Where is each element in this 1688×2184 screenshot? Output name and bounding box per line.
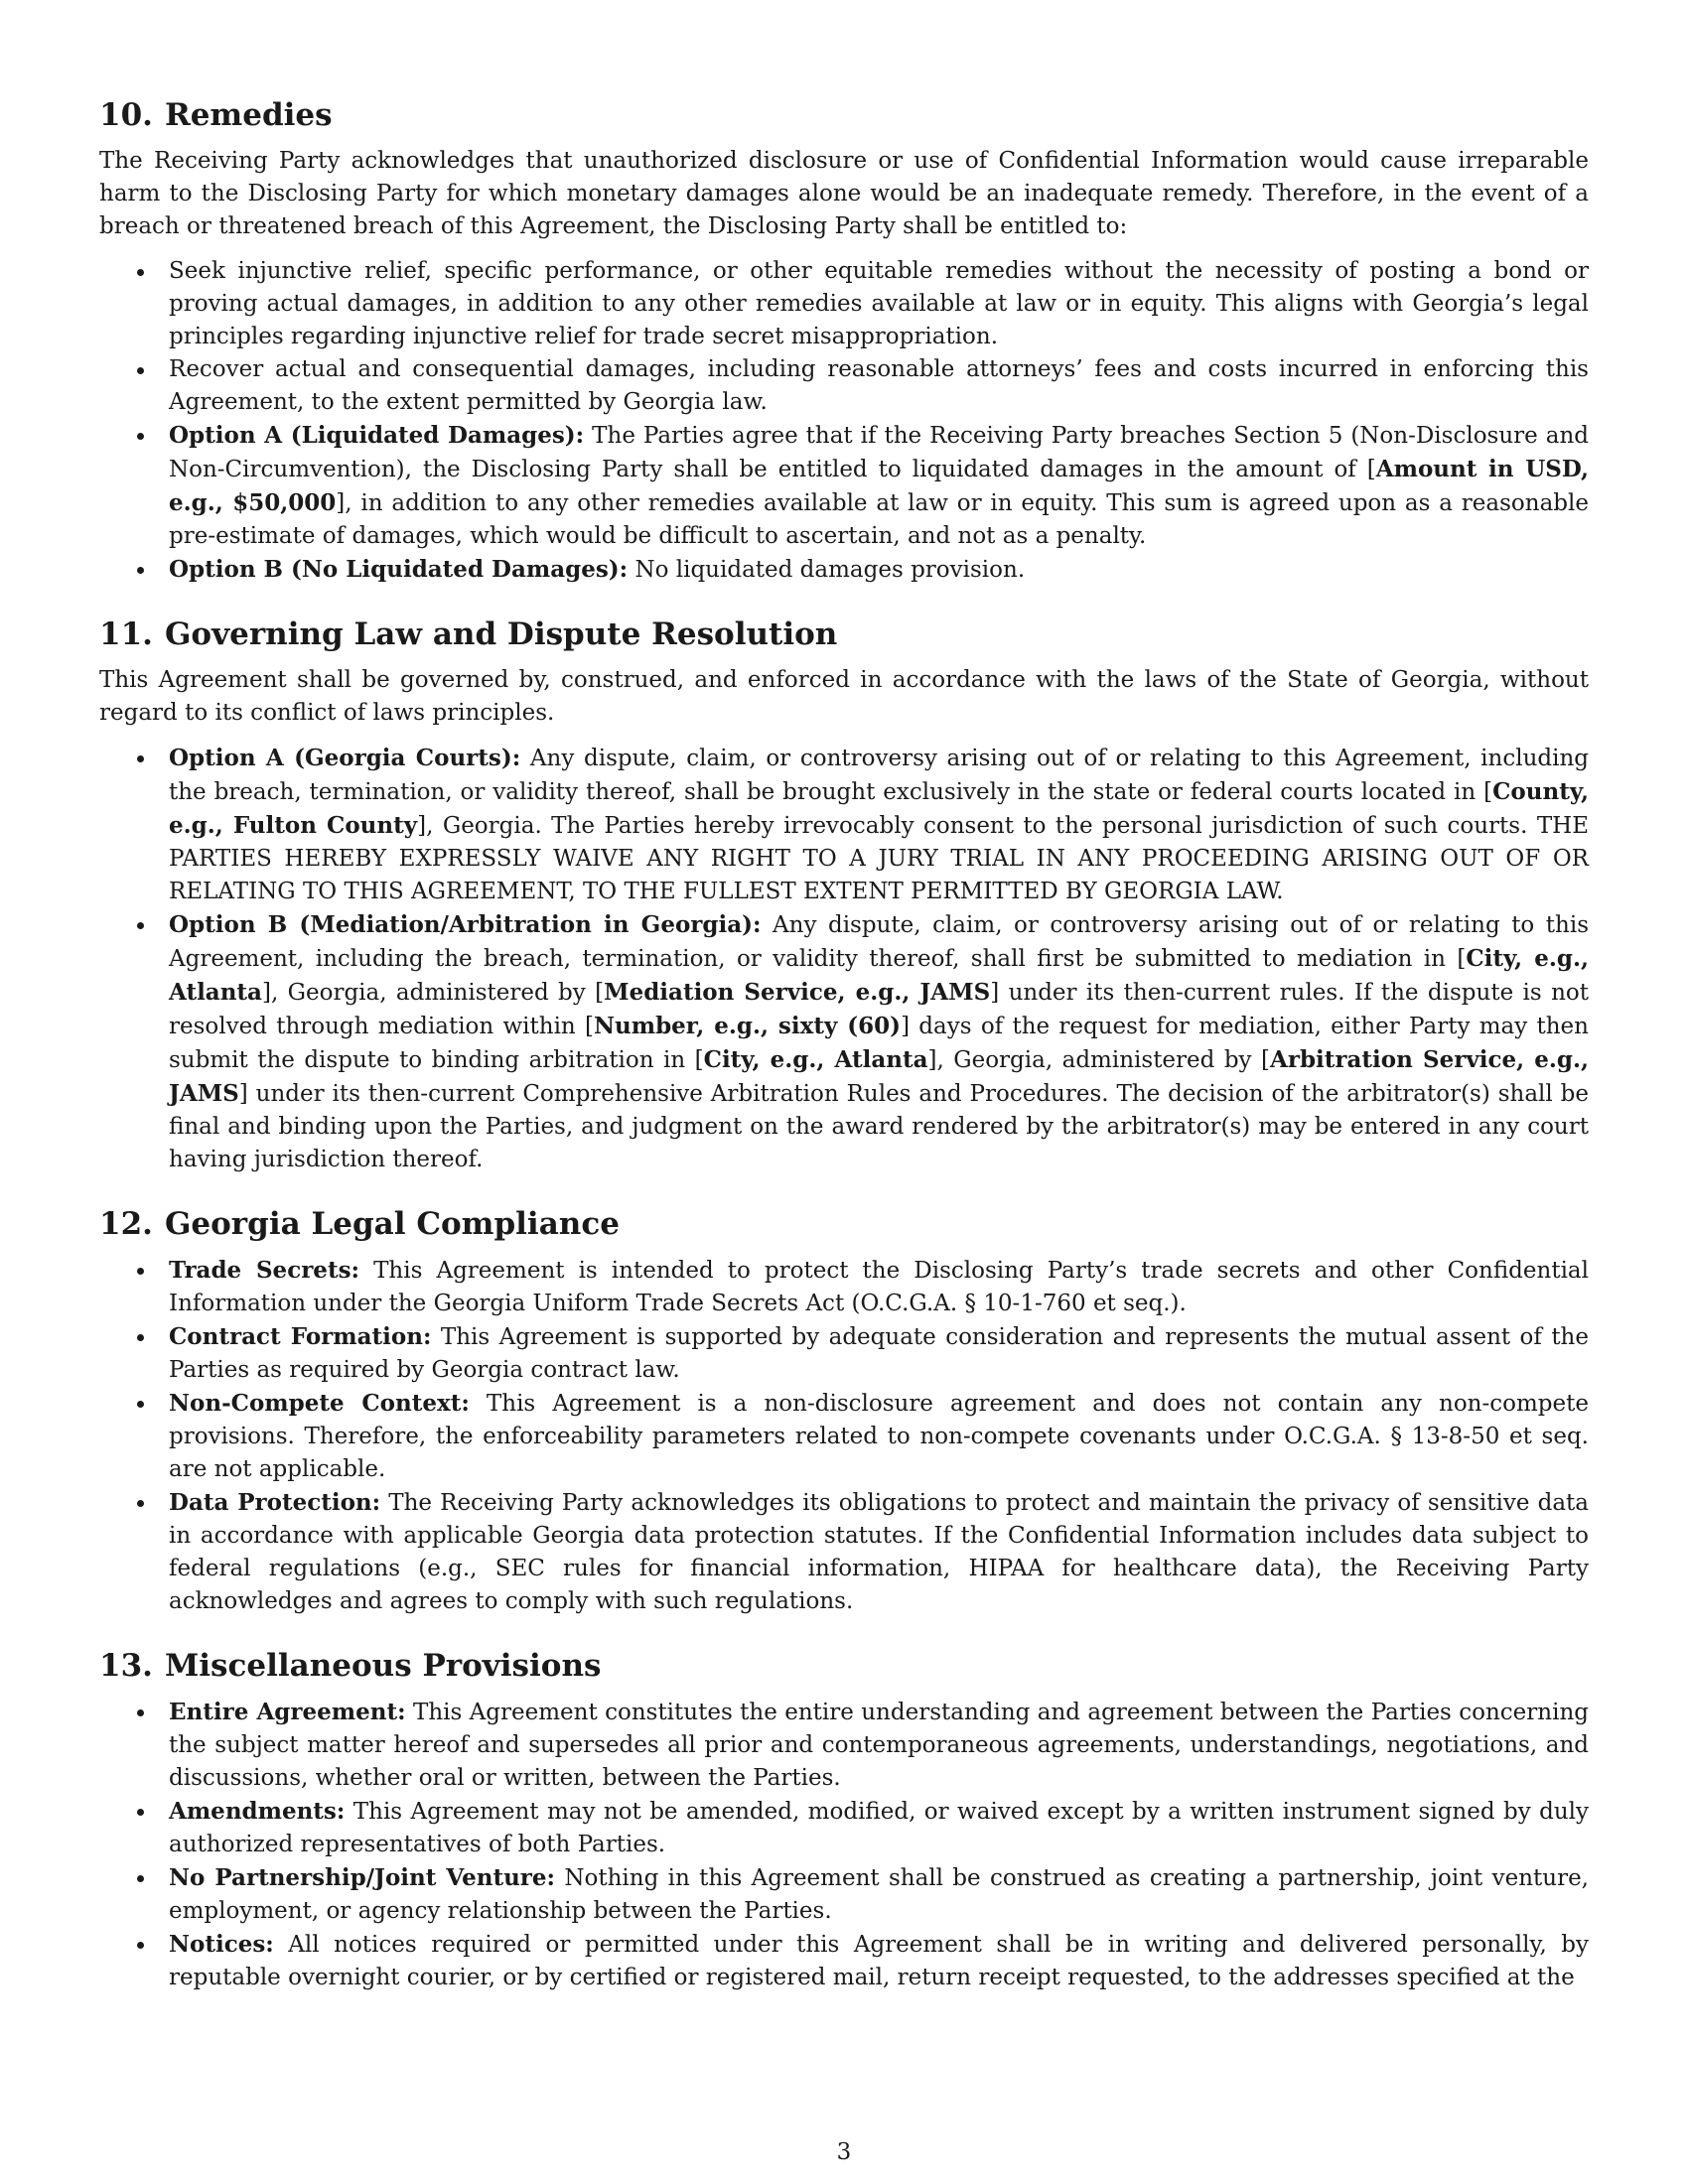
item-lead: Entire Agreement:: [169, 1699, 406, 1725]
item-lead: Trade Secrets:: [169, 1257, 360, 1284]
list-item: [99, 1254, 1589, 1320]
placeholder-city: City, e.g., Atlanta: [169, 945, 1589, 1006]
item-text: Seek injunctive relief, specific performance, or other equitable remedies without the necessity of posting a bond or proving actual damages, in addition to any other remedies available at law or in equity. This aligns with Georgia’s legal principles regarding injunctive relief for trade secret misappropriation.: [169, 258, 1589, 349]
bullet-icon: [137, 1942, 144, 1949]
item-text: All notices required or permitted under this Agreement shall be in writing and delivered personally, by reputable overnight courier, or by certified or registered mail, return receipt requested, to the addresses specified at the: [169, 1932, 1589, 1990]
list-item: [99, 419, 1589, 553]
section-number: 13.: [99, 1648, 153, 1684]
item-text: This Agreement is a non-disclosure agreement and does not contain any non-compete provisions. Therefore, the enforceability parameters related to non-compete covenants under O.C.G.A. § 13-8-50 et seq. are not applicable.: [169, 1391, 1589, 1482]
section-intro: This Agreement shall be governed by, construed, and enforced in accordance with the laws of the State of Georgia, without regard to its conflict of laws principles.: [99, 667, 1589, 726]
item-lead: Data Protection:: [169, 1489, 381, 1516]
list-item: [99, 1696, 1589, 1795]
bullet-icon: [137, 1709, 144, 1716]
item-text: ], in addition to any other remedies available at law or in equity. This sum is agreed upon as a reasonable pre-estimate of damages, which would be difficult to ascertain, and not as a penalty.: [169, 490, 1589, 549]
item-text: The Parties agree that if the Receiving Party breaches Section 5 (Non-Disclosure and Non-Circumvention), the Disclosing Party shall be entitled to liquidated damages in the amount of [: [169, 423, 1589, 482]
item-text: This Agreement constitutes the entire understanding and agreement between the Parties concerning the subject matter hereof and supersedes all prior and contemporaneous agreements, understandings, negotiations, and discussions, whether oral or written, between the Parties.: [169, 1700, 1589, 1791]
list-item: [99, 553, 1589, 587]
list-item: [99, 1387, 1589, 1486]
list-item: [99, 908, 1589, 1176]
bullet-icon: [137, 1875, 144, 1882]
bullet-icon: [137, 567, 144, 574]
item-text: ] under its then-current rules. If the dispute is not resolved through mediation within [: [169, 980, 1589, 1039]
section-heading: [99, 95, 1589, 135]
bullet-list: [99, 255, 1589, 587]
item-text: This Agreement is supported by adequate consideration and represents the mutual assent of the Parties as required by Georgia contract law.: [169, 1324, 1589, 1383]
item-text: Nothing in this Agreement shall be construed as creating a partnership, joint venture, employment, or agency relationship between the Parties.: [169, 1865, 1589, 1924]
list-item: [99, 742, 1589, 908]
item-lead: Notices:: [169, 1931, 274, 1958]
item-lead: No Partnership/Joint Venture:: [169, 1864, 556, 1891]
bullet-icon: [137, 1500, 144, 1507]
document-page: [99, 95, 1589, 2022]
item-lead: Option B (No Liquidated Damages):: [169, 556, 629, 583]
list-item: [99, 1928, 1589, 1994]
section-heading: [99, 614, 1589, 654]
bullet-icon: [137, 269, 144, 276]
item-text: ], Georgia. The Parties hereby irrevocably consent to the personal jurisdiction of such courts. THE PARTIES HEREBY EXPRESSLY WAIVE ANY RIGHT TO A JURY TRIAL IN ANY PROCEEDING ARISING OUT OF OR RELATING TO THIS AGREEMENT, TO THE FULLEST EXTENT PERMITTED BY GEORGIA LAW.: [169, 813, 1590, 904]
placeholder-amount: Amount in USD, e.g., $50,000: [169, 456, 1589, 516]
list-item: [99, 1861, 1589, 1928]
section-intro: The Receiving Party acknowledges that unauthorized disclosure or use of Confidential Information would cause irreparable harm to the Disclosing Party for which monetary damages alone would be an inadequate remedy. Therefore, in the event of a breach or threatened breach of this Agreement, the Disclosing Party shall be entitled to:: [99, 148, 1589, 239]
bullet-icon: [137, 367, 144, 374]
list-item: [99, 255, 1589, 353]
section-remedies: [99, 95, 1589, 587]
section-georgia-compliance: [99, 1204, 1589, 1618]
item-text: ] under its then-current Comprehensive Arbitration Rules and Procedures. The decision of the arbitrator(s) shall be final and binding upon the Parties, and judgment on the award rendered by the arbitrator(s) may be entered in any court having jurisdiction thereof.: [169, 1081, 1589, 1172]
section-number: 12.: [99, 1206, 153, 1242]
item-lead: Non-Compete Context:: [169, 1390, 470, 1417]
bullet-icon: [137, 433, 144, 440]
section-title: Miscellaneous Provisions: [164, 1648, 602, 1684]
item-text: Recover actual and consequential damages, including reasonable attorneys’ fees and costs incurred in enforcing this Agreement, to the extent permitted by Georgia law.: [169, 356, 1589, 415]
item-text: This Agreement may not be amended, modified, or waived except by a written instrument signed by duly authorized representatives of both Parties.: [169, 1799, 1589, 1857]
page-number: 3: [836, 2139, 852, 2165]
list-item: [99, 1320, 1589, 1387]
section-heading: [99, 1204, 1589, 1244]
item-text: ], Georgia, administered by [: [261, 980, 605, 1006]
item-text: ] days of the request for mediation, either Party may then submit the dispute to binding arbitration in [: [169, 1014, 1589, 1073]
placeholder-arbitration-service: Arbitration Service, e.g., JAMS: [169, 1046, 1589, 1107]
bullet-icon: [137, 1809, 144, 1816]
bullet-icon: [137, 922, 144, 929]
item-text: ], Georgia, administered by [: [927, 1047, 1270, 1073]
placeholder-mediation-service: Mediation Service, e.g., JAMS: [604, 979, 991, 1006]
item-text: Any dispute, claim, or controversy arising out of or relating to this Agreement, including the breach, termination, or validity thereof, shall first be submitted to mediation in [: [169, 912, 1590, 972]
placeholder-county: County, e.g., Fulton County: [169, 778, 1589, 839]
section-title: Remedies: [164, 97, 333, 133]
item-text: No liquidated damages provision.: [628, 557, 1026, 583]
item-text: This Agreement is intended to protect the Disclosing Party’s trade secrets and other Confidential Information under the Georgia Uniform Trade Secrets Act (O.C.G.A. § 10-1-760 et seq.).: [169, 1258, 1589, 1316]
section-number: 10.: [99, 97, 153, 133]
section-heading: [99, 1646, 1589, 1686]
item-lead: Option A (Georgia Courts):: [169, 745, 521, 771]
item-text: Any dispute, claim, or controversy arising out of or relating to this Agreement, including the breach, termination, or validity thereof, shall be brought exclusively in the state or federal courts located in [: [169, 746, 1589, 805]
item-lead: Option B (Mediation/Arbitration in Georgia):: [169, 911, 762, 938]
item-lead: Amendments:: [169, 1798, 346, 1825]
item-lead: Option A (Liquidated Damages):: [169, 422, 585, 449]
item-text: The Receiving Party acknowledges its obligations to protect and maintain the privacy of sensitive data in accordance with applicable Georgia data protection statutes. If the Confidential Information includes data subject to federal regulations (e.g., SEC rules for financial information, HIPAA for healthcare data), the Receiving Party acknowledges and agrees to comply with such regulations.: [169, 1490, 1589, 1614]
section-miscellaneous: [99, 1646, 1589, 1994]
section-title: Georgia Legal Compliance: [164, 1206, 620, 1242]
bullet-icon: [137, 1334, 144, 1341]
bullet-list: [99, 742, 1589, 1176]
list-item: [99, 1486, 1589, 1618]
bullet-icon: [137, 755, 144, 762]
bullet-list: [99, 1254, 1589, 1618]
section-number: 11.: [99, 616, 153, 652]
bullet-icon: [137, 1401, 144, 1408]
section-title: Governing Law and Dispute Resolution: [164, 616, 838, 652]
item-lead: Contract Formation:: [169, 1323, 432, 1350]
bullet-list: [99, 1696, 1589, 1994]
section-governing-law: [99, 614, 1589, 1176]
placeholder-city: City, e.g., Atlanta: [703, 1046, 928, 1073]
list-item: [99, 353, 1589, 419]
placeholder-number: Number, e.g., sixty (60): [594, 1013, 902, 1039]
bullet-icon: [137, 1268, 144, 1275]
list-item: [99, 1795, 1589, 1861]
